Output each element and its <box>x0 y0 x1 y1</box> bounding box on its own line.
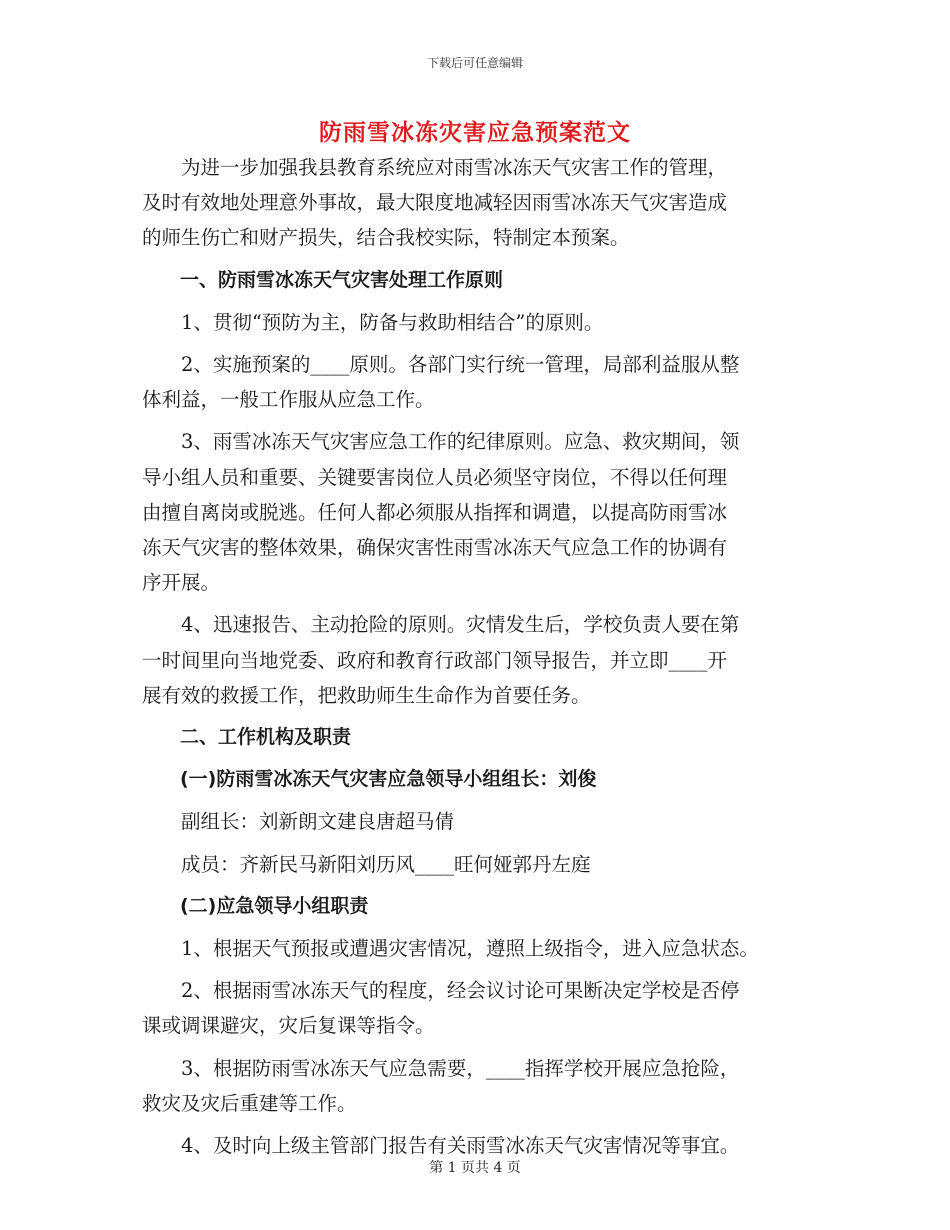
subsection-heading: (一)防雨雪冰冻天气灾害应急领导小组组长：刘俊 <box>180 768 597 791</box>
members-list: 成员：齐新民马新阳刘历风____旺何娅郭丹左庭 <box>181 852 591 876</box>
text-line: 由擅自离岗或脱逃。任何人都必须服从指挥和调遣，以提高防雨雪冰 <box>142 500 728 524</box>
text-line: 1、贯彻“预防为主，防备与救助相结合”的原则。 <box>181 310 604 334</box>
duty-item <box>142 931 822 966</box>
document-body <box>142 150 822 1163</box>
text-line: 救灾及灾后重建等工作。 <box>142 1091 357 1115</box>
principle-item <box>142 347 822 417</box>
page-header: 下载后可任意编辑 <box>426 56 523 70</box>
text-line: 课或调课避灾，灾后复课等指令。 <box>142 1014 435 1038</box>
intro-paragraph <box>142 150 822 256</box>
document-title: 防雨雪冰冻灾害应急预案范文 <box>319 119 631 146</box>
text-line: 3、根据防雨雪冰冻天气应急需要，____指挥学校开展应急抢险， <box>181 1056 740 1080</box>
text-line: 一时间里向当地党委、政府和教育行政部门领导报告，并立即____开 <box>142 648 728 672</box>
text-line: 4、及时向上级主管部门报告有关雨雪冰冻天气灾害情况等事宜。 <box>181 1134 740 1158</box>
text-line: 展有效的救援工作，把救助师生生命作为首要任务。 <box>142 683 591 707</box>
text-line: 体利益，一般工作服从应急工作。 <box>142 388 435 412</box>
text-line: 序开展。 <box>142 571 221 595</box>
text-line: 4、迅速报告、主动抢险的原则。灾情发生后，学校负责人要在第 <box>181 613 740 637</box>
text-line: 1、根据天气预报或遭遇灾害情况，遵照上级指令，进入应急状态。 <box>181 937 759 961</box>
duty-item <box>142 973 822 1043</box>
principle-item <box>142 607 822 713</box>
text-line: 的师生伤亡和财产损失，结合我校实际，特制定本预案。 <box>142 226 630 250</box>
text-line: 冻天气灾害的整体效果，确保灾害性雨雪冰冻天气应急工作的协调有 <box>142 536 728 560</box>
section-heading: 二、工作机构及职责 <box>180 726 352 749</box>
principle-item <box>142 424 822 600</box>
subsection-heading: (二)应急领导小组职责 <box>180 894 369 917</box>
page-footer: 第 1 页共 4 页 <box>429 1160 521 1176</box>
text-line: 导小组人员和重要、关键要害岗位人员必须坚守岗位，不得以任何理 <box>142 465 728 489</box>
text-line: 及时有效地处理意外事故，最大限度地减轻因雨雪冰冻天气灾害造成 <box>142 191 728 215</box>
text-line: 3、雨雪冰冻天气灾害应急工作的纪律原则。应急、救灾期间，领 <box>181 430 740 454</box>
text-line: 为进一步加强我县教育系统应对雨雪冰冻天气灾害工作的管理， <box>181 156 728 179</box>
section-heading: 一、防雨雪冰冻天气灾害处理工作原则 <box>180 268 504 291</box>
deputy-leaders: 副组长：刘新朗文建良唐超马倩 <box>181 810 455 834</box>
text-line: 2、根据雨雪冰冻天气的程度，经会议讨论可果断决定学校是否停 <box>181 979 740 1003</box>
duty-item <box>142 1051 822 1121</box>
principle-item <box>142 305 822 340</box>
text-line: 2、实施预案的____原则。各部门实行统一管理，局部利益服从整 <box>181 353 740 377</box>
